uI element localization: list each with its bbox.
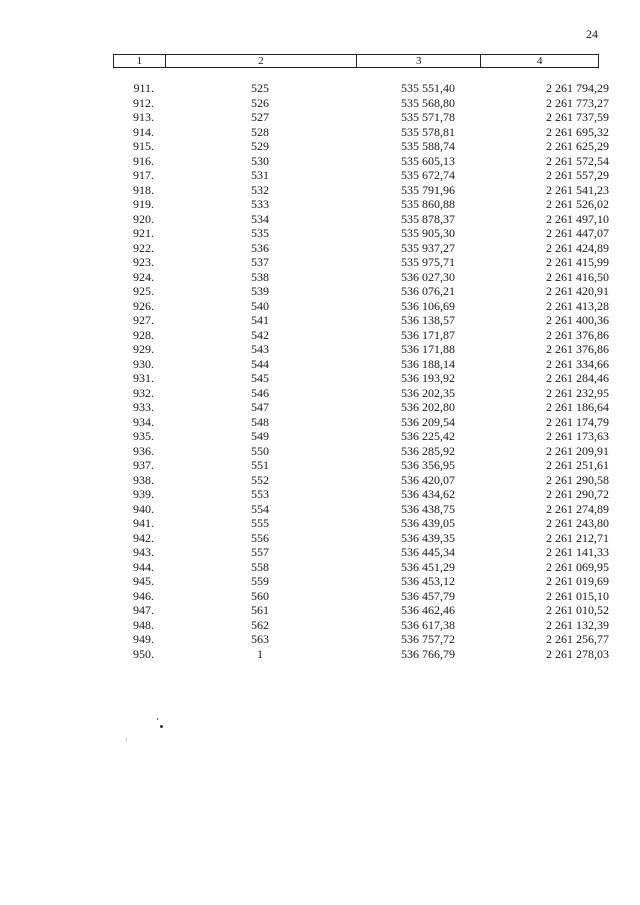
coord-x: 536 171,88: [401, 342, 455, 356]
point-number: 536: [251, 240, 269, 255]
scan-speck: [160, 725, 163, 728]
coord-y: 2 261 284,46: [546, 371, 609, 385]
coord-y: 2 261 243,80: [546, 516, 609, 530]
point-index: 916.: [133, 153, 154, 168]
point-index: 923.: [133, 255, 154, 269]
coord-x: 536 453,12: [401, 574, 455, 588]
header-col-3: 3: [357, 55, 481, 67]
point-number: 529: [251, 139, 269, 153]
coord-x: 535 578,81: [401, 124, 455, 139]
point-number: 550: [251, 443, 269, 458]
table-row: [0, 226, 640, 241]
point-index: 914.: [133, 124, 154, 139]
coord-y: 2 261 413,28: [546, 298, 609, 313]
coord-x: 536 617,38: [401, 617, 455, 632]
table-row: [0, 197, 640, 212]
coord-y: 2 261 400,36: [546, 313, 609, 327]
table-row: [0, 415, 640, 430]
table-row: [0, 647, 640, 662]
point-index: 933.: [133, 400, 154, 414]
table-row: [0, 603, 640, 618]
coord-x: 536 193,92: [401, 371, 455, 385]
point-number: 525: [251, 81, 269, 95]
table-row: [0, 328, 640, 343]
coord-y: 2 261 376,86: [546, 327, 609, 342]
coord-x: 536 356,95: [401, 458, 455, 472]
point-number: 555: [251, 516, 269, 530]
point-index: 917.: [133, 168, 154, 182]
point-number: 541: [251, 313, 269, 327]
coord-x: 536 202,35: [401, 385, 455, 400]
coord-x: 535 975,71: [401, 255, 455, 269]
point-index: 950.: [133, 646, 154, 661]
point-index: 920.: [133, 211, 154, 226]
coord-y: 2 261 141,33: [546, 545, 609, 559]
point-number: 533: [251, 197, 269, 211]
point-index: 937.: [133, 458, 154, 472]
table-row: [0, 574, 640, 589]
coord-y: 2 261 557,29: [546, 168, 609, 182]
point-index: 924.: [133, 269, 154, 284]
coord-x: 536 439,05: [401, 516, 455, 530]
table-row: [0, 400, 640, 415]
coord-y: 2 261 526,02: [546, 197, 609, 211]
point-number: 545: [251, 371, 269, 385]
table-row: [0, 299, 640, 314]
table-row: [0, 342, 640, 357]
point-number: 527: [251, 110, 269, 124]
table-row: [0, 371, 640, 386]
point-index: 935.: [133, 429, 154, 443]
point-index: 913.: [133, 110, 154, 124]
table-row: [0, 618, 640, 633]
coord-y: 2 261 572,54: [546, 153, 609, 168]
point-number: 554: [251, 501, 269, 516]
table-row: [0, 241, 640, 256]
table-header: [113, 54, 599, 68]
point-number: 531: [251, 168, 269, 182]
coord-y: 2 261 695,32: [546, 124, 609, 139]
table-row: [0, 139, 640, 154]
coord-y: 2 261 019,69: [546, 574, 609, 588]
table-row: [0, 125, 640, 140]
coord-x: 536 202,80: [401, 400, 455, 414]
coord-y: 2 261 015,10: [546, 588, 609, 603]
point-index: 938.: [133, 472, 154, 487]
coord-x: 535 791,96: [401, 182, 455, 197]
coord-y: 2 261 541,23: [546, 182, 609, 197]
coord-x: 536 434,62: [401, 487, 455, 501]
coord-x: 536 076,21: [401, 284, 455, 298]
coord-x: 535 937,27: [401, 240, 455, 255]
point-number: 556: [251, 530, 269, 545]
coord-x: 536 766,79: [401, 646, 455, 661]
coord-y: 2 261 416,50: [546, 269, 609, 284]
table-row: [0, 632, 640, 647]
point-index: 941.: [133, 516, 154, 530]
point-number: 549: [251, 429, 269, 443]
coord-y: 2 261 497,10: [546, 211, 609, 226]
coord-x: 536 757,72: [401, 632, 455, 646]
point-index: 936.: [133, 443, 154, 458]
coord-x: 535 588,74: [401, 139, 455, 153]
table-row: [0, 154, 640, 169]
point-number: 530: [251, 153, 269, 168]
point-index: 934.: [133, 414, 154, 429]
coord-x: 535 551,40: [401, 81, 455, 95]
table-row: [0, 255, 640, 270]
coord-y: 2 261 209,91: [546, 443, 609, 458]
table-row: [0, 560, 640, 575]
point-number: 544: [251, 356, 269, 371]
point-index: 939.: [133, 487, 154, 501]
table-row: [0, 212, 640, 227]
table-row: [0, 458, 640, 473]
point-index: 932.: [133, 385, 154, 400]
table-row: [0, 110, 640, 125]
point-index: 943.: [133, 545, 154, 559]
coord-y: 2 261 173,63: [546, 429, 609, 443]
coord-y: 2 261 278,03: [546, 646, 609, 661]
coord-y: 2 261 737,59: [546, 110, 609, 124]
coord-y: 2 261 232,95: [546, 385, 609, 400]
coord-y: 2 261 794,29: [546, 81, 609, 95]
point-index: 915.: [133, 139, 154, 153]
coord-y: 2 261 212,71: [546, 530, 609, 545]
header-col-4: 4: [536, 55, 543, 67]
coord-x: 536 420,07: [401, 472, 455, 487]
point-index: 927.: [133, 313, 154, 327]
point-number: 557: [251, 545, 269, 559]
coord-y: 2 261 186,64: [546, 400, 609, 414]
coord-x: 536 451,29: [401, 559, 455, 574]
coord-x: 535 568,80: [401, 95, 455, 110]
table-row: [0, 270, 640, 285]
table-row: [0, 487, 640, 502]
coord-x: 536 106,69: [401, 298, 455, 313]
table-row: [0, 531, 640, 546]
table-row: [0, 386, 640, 401]
table-row: [0, 313, 640, 328]
point-number: 542: [251, 327, 269, 342]
table-row: [0, 589, 640, 604]
scan-speck: [126, 738, 127, 741]
coord-x: 536 138,57: [401, 313, 455, 327]
point-number: 548: [251, 414, 269, 429]
header-col-2: 2: [166, 55, 357, 67]
scan-speck: [157, 718, 158, 720]
table-row: [0, 473, 640, 488]
point-index: 945.: [133, 574, 154, 588]
point-index: 928.: [133, 327, 154, 342]
point-index: 929.: [133, 342, 154, 356]
table-row: [0, 502, 640, 517]
point-number: 551: [251, 458, 269, 472]
point-index: 947.: [133, 603, 154, 617]
coord-x: 536 209,54: [401, 414, 455, 429]
point-number: 543: [251, 342, 269, 356]
table-row: [0, 81, 640, 96]
point-number: 561: [251, 603, 269, 617]
coord-y: 2 261 010,52: [546, 603, 609, 617]
point-number: 537: [251, 255, 269, 269]
coord-y: 2 261 447,07: [546, 226, 609, 240]
coord-y: 2 261 256,77: [546, 632, 609, 646]
coord-y: 2 261 251,61: [546, 458, 609, 472]
point-index: 926.: [133, 298, 154, 313]
point-number: 528: [251, 124, 269, 139]
coord-y: 2 261 174,79: [546, 414, 609, 429]
coord-x: 535 672,74: [401, 168, 455, 182]
point-index: 944.: [133, 559, 154, 574]
coord-x: 536 225,42: [401, 429, 455, 443]
table-row: [0, 516, 640, 531]
point-index: 921.: [133, 226, 154, 240]
coord-x: 536 285,92: [401, 443, 455, 458]
coord-x: 535 860,88: [401, 197, 455, 211]
point-index: 922.: [133, 240, 154, 255]
coord-x: 535 878,37: [401, 211, 455, 226]
coord-y: 2 261 274,89: [546, 501, 609, 516]
table-row: [0, 183, 640, 198]
point-index: 925.: [133, 284, 154, 298]
point-number: 563: [251, 632, 269, 646]
coord-y: 2 261 625,29: [546, 139, 609, 153]
table-row: [0, 444, 640, 459]
point-index: 948.: [133, 617, 154, 632]
point-number: 553: [251, 487, 269, 501]
table-row: [0, 545, 640, 560]
coord-x: 535 605,13: [401, 153, 455, 168]
coord-x: 536 462,46: [401, 603, 455, 617]
coord-x: 536 438,75: [401, 501, 455, 516]
point-index: 911.: [133, 81, 154, 95]
point-index: 912.: [133, 95, 154, 110]
point-index: 946.: [133, 588, 154, 603]
coord-y: 2 261 290,72: [546, 487, 609, 501]
point-index: 930.: [133, 356, 154, 371]
coord-y: 2 261 376,86: [546, 342, 609, 356]
coord-y: 2 261 415,99: [546, 255, 609, 269]
point-number: 539: [251, 284, 269, 298]
table-row: [0, 284, 640, 299]
table-row: [0, 429, 640, 444]
point-number: 558: [251, 559, 269, 574]
table-row: [0, 168, 640, 183]
point-number: 538: [251, 269, 269, 284]
point-number: 1: [257, 646, 263, 661]
header-col-1: 1: [114, 55, 166, 67]
coord-y: 2 261 290,58: [546, 472, 609, 487]
coord-x: 536 188,14: [401, 356, 455, 371]
point-index: 942.: [133, 530, 154, 545]
point-number: 540: [251, 298, 269, 313]
point-number: 552: [251, 472, 269, 487]
coord-x: 536 439,35: [401, 530, 455, 545]
coord-x: 536 445,34: [401, 545, 455, 559]
point-number: 562: [251, 617, 269, 632]
point-index: 919.: [133, 197, 154, 211]
point-number: 559: [251, 574, 269, 588]
coord-x: 536 171,87: [401, 327, 455, 342]
coord-y: 2 261 334,66: [546, 356, 609, 371]
point-number: 526: [251, 95, 269, 110]
point-index: 949.: [133, 632, 154, 646]
point-number: 534: [251, 211, 269, 226]
point-number: 546: [251, 385, 269, 400]
coord-y: 2 261 069,95: [546, 559, 609, 574]
coord-x: 536 457,79: [401, 588, 455, 603]
coord-x: 536 027,30: [401, 269, 455, 284]
point-number: 535: [251, 226, 269, 240]
table-row: [0, 96, 640, 111]
coord-y: 2 261 132,39: [546, 617, 609, 632]
coord-x: 535 571,78: [401, 110, 455, 124]
page-number: 24: [586, 27, 598, 41]
coord-y: 2 261 773,27: [546, 95, 609, 110]
coord-x: 535 905,30: [401, 226, 455, 240]
point-number: 560: [251, 588, 269, 603]
point-index: 918.: [133, 182, 154, 197]
coord-y: 2 261 424,89: [546, 240, 609, 255]
point-number: 532: [251, 182, 269, 197]
table-row: [0, 357, 640, 372]
coordinate-table: [0, 81, 640, 661]
point-index: 931.: [133, 371, 154, 385]
coord-y: 2 261 420,91: [546, 284, 609, 298]
point-index: 940.: [133, 501, 154, 516]
point-number: 547: [251, 400, 269, 414]
